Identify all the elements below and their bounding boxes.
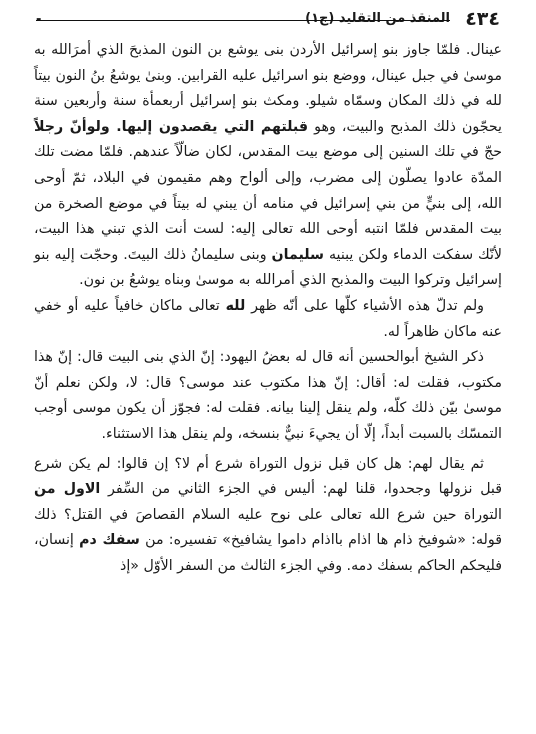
bold-text-run: سفك دم (79, 532, 140, 549)
paragraph-3 (34, 345, 502, 447)
text-run: إنسان، فليحكم الحاكم بسفك دمه. وفي الجزء الثالث من السفر الأوّل «إذ (34, 532, 502, 574)
header-rule (36, 20, 450, 21)
text-run: وبنى سليمانُ ذلك البيتَ. وحجّت إليه بنو إسرائيل وتركوا البيت والمذبح الذي أمرالله به موسىٰ وبناه يوشعُ بن نون. (34, 246, 502, 289)
bold-text-run: سليمان (271, 246, 325, 263)
paragraph-4 (34, 452, 502, 580)
text-run: تعالى ماكان خافياً عليه أو خفي عنه ماكان ظاهراً له. (34, 297, 502, 340)
text-run: حجّ في تلك السنين إلى موضع بيت المقدس، لكان ضالّاً عندهم. فلمّا مضت تلك المدّة عادوا يصلّون إلى مضرب، وإلى ألواح وهم مقيمون في البلاد، ثمّ أوحى الله، إلى بنيٍّ من بني إسرائيل في منامه أن يبني له بيتاً في موضع الصخرة من بيت المقدس فلمّا انتبه أوحى الله تعالى إليه: لست أنت الذي تبني هذا البيت، لأنّك سفكت الدماء ولكن يبنيه (34, 144, 503, 263)
text-run: ذكر الشيخ أبوالحسين أنه قال له بعضُ اليهود: إنّ الذي بنى البيت قال: إنّ هذا مكتوب، فقلت له: أقال: إنّ هذا مكتوب عند موسى؟ قال: لا، ولكن نعلم أنّ موسىٰ بيّن ذلك كلّه، ولم ينقل إلينا بيانه. فقلت له: فجوّز أن يكون موسى أوجب التمسّك بالسبت أبداً، إلّا أن يجيءَ نبيٌّ بنسخه، ولم ينقل هذا الاستثناء. (34, 349, 502, 442)
text-run: ولم تدلّ هذه الأشياء كلّها على أنّه ظهر (245, 297, 484, 314)
body-text (34, 38, 502, 579)
page-header (36, 8, 500, 34)
paragraph-1 (34, 38, 502, 294)
text-run: عينال. فلمّا جاوز بنو إسرائيل الأردن بنى يوشع بن النون المذبحَ الذي أمرَالله به موسىٰ في جبل عينال، ووضع بنو اسرائيل عليه القرابين. وبنىٰ يوشعُ بنُ النون بيتاً لله في ذلك المكان وسمّاه شيلو. ومكث بنو إسرائيل أربعمأة سنة وأربعين سنة يحجّون ذلك المذبح والبيت، وهو (34, 42, 503, 135)
bold-text-run: الاول من (34, 481, 101, 498)
page-number: ٤٣٤ (465, 8, 500, 30)
text-run: التوراة حين شرع الله تعالى على نوح عليه السلام القصاصَ في القتل؟ ذلك قوله: «شوفيخ ذام ها اذام بااذام داموا يشافيخ» تفسيره: من (34, 506, 502, 549)
text-run: ثم يقال لهم: هل كان قبل نزول التوراة شرع أم لا؟ إن قالوا: لم يكن شرع قبل نزولها وجحدوا، قلنا لهم: أليس في الجزء الثاني من السِّفر (34, 455, 502, 498)
bold-text-run: لله (225, 297, 246, 314)
header-rule-end: - (36, 12, 42, 27)
paragraph-2 (34, 294, 502, 345)
bold-text-run: قبلتهم التي يقصدون إليها. ولوأنّ رجلاً (34, 118, 309, 135)
running-title: المنقذ من التقليد (ج١) (305, 11, 450, 26)
